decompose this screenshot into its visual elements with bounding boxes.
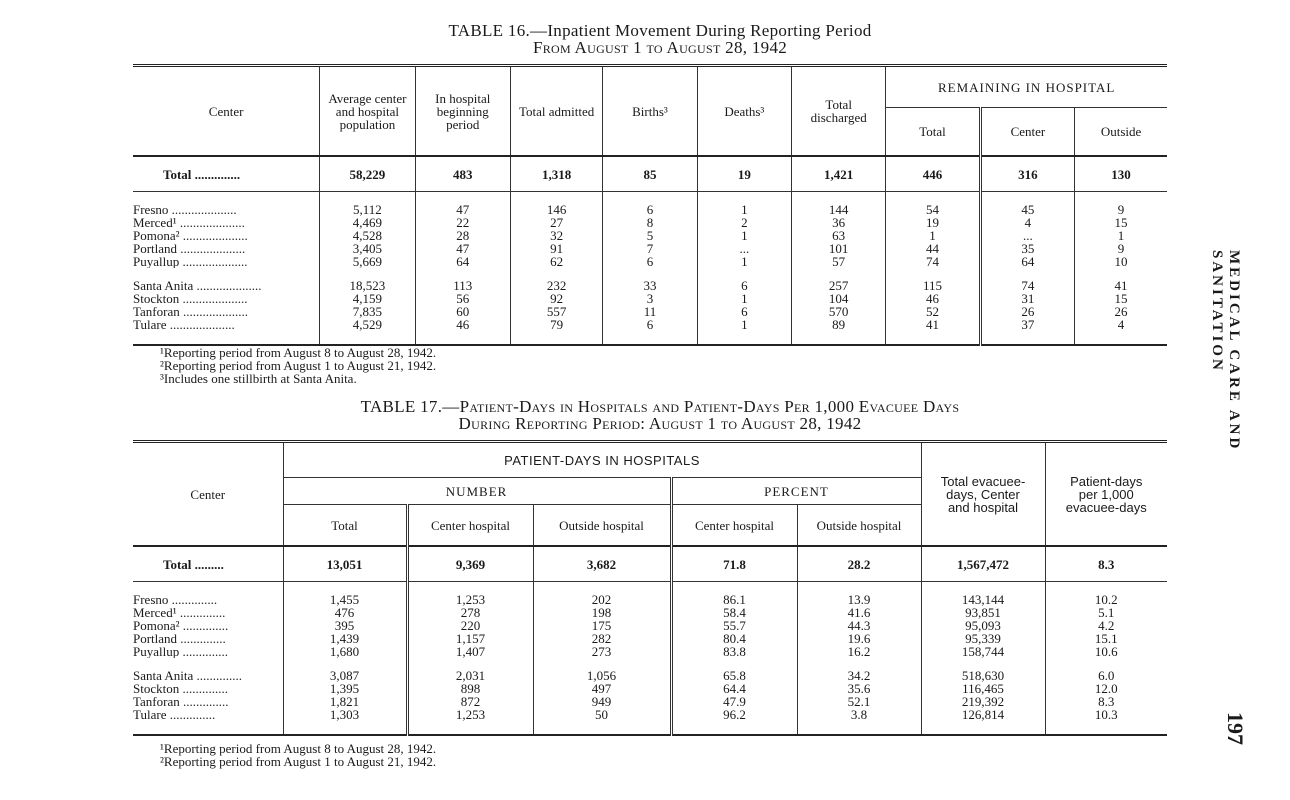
table-row <box>133 318 1167 331</box>
spacer-cell <box>797 721 921 735</box>
table-cell: 35.6 <box>797 682 921 695</box>
total-cell: 8.3 <box>1045 546 1167 582</box>
table-cell: 41 <box>886 318 980 331</box>
table-cell: 58.4 <box>671 606 797 619</box>
table-cell: 34.2 <box>797 669 921 682</box>
table-cell: 1,395 <box>283 682 407 695</box>
table-cell: 62 <box>510 255 602 268</box>
spacer-cell <box>886 331 980 345</box>
table-cell: 1,680 <box>283 645 407 658</box>
table-cell: 8.3 <box>1045 695 1167 708</box>
table17-footnote-2: ²Reporting period from August 1 to August 21, 1942. <box>160 754 437 769</box>
table-cell: 26 <box>1075 305 1167 318</box>
table-row <box>133 669 1167 682</box>
table-cell: 9 <box>1075 242 1167 255</box>
table16 <box>133 64 1167 346</box>
table-row <box>133 619 1167 632</box>
table17-title-line2: During Reporting Period: August 1 to August 28, 1942 <box>458 414 862 433</box>
page-number: 197 <box>1223 712 1248 745</box>
table-cell: 1,407 <box>407 645 533 658</box>
table16-title-line1: TABLE 16.—Inpatient Movement During Reporting Period <box>448 21 872 40</box>
running-head: MEDICAL CARE AND SANITATION <box>1209 250 1242 452</box>
spacer-cell <box>792 331 886 345</box>
table-cell: 31 <box>980 292 1074 305</box>
table-cell: 7,835 <box>320 305 415 318</box>
table-cell: 18,523 <box>320 279 415 292</box>
table-cell: 1,303 <box>283 708 407 721</box>
table-cell: ... <box>697 242 791 255</box>
table-cell: 8 <box>603 216 697 229</box>
table-cell: 11 <box>603 305 697 318</box>
table-cell: 92 <box>510 292 602 305</box>
spacer-cell <box>133 192 320 204</box>
table16-header-beginning: In hospital beginning period <box>415 66 510 157</box>
table-cell: 4,469 <box>320 216 415 229</box>
total-cell: 71.8 <box>671 546 797 582</box>
table-cell: 4 <box>1075 318 1167 331</box>
table-cell: 1,455 <box>283 593 407 606</box>
total-row <box>133 156 1167 192</box>
table-cell: 872 <box>407 695 533 708</box>
table-cell: 5,112 <box>320 203 415 216</box>
table-cell: 47.9 <box>671 695 797 708</box>
table-row <box>133 255 1167 268</box>
table-cell: 497 <box>533 682 671 695</box>
table-cell: 257 <box>792 279 886 292</box>
table16-header-avg-pop: Average center and hospital population <box>320 66 415 157</box>
table17-header-patient-days: PATIENT-DAYS IN HOSPITALS <box>283 442 921 478</box>
table-cell: 101 <box>792 242 886 255</box>
total-cell: 19 <box>697 156 791 192</box>
row-center-name: Stockton .............. <box>133 682 228 695</box>
table-cell: 15 <box>1075 292 1167 305</box>
table-cell: 1 <box>697 203 791 216</box>
table17-body <box>133 546 1167 735</box>
table-cell: 13.9 <box>797 593 921 606</box>
table-cell: 28 <box>415 229 510 242</box>
table-cell: 44 <box>886 242 980 255</box>
table-cell: 5.1 <box>1045 606 1167 619</box>
table17 <box>133 440 1167 736</box>
spacer-cell <box>510 331 602 345</box>
table-cell: 2 <box>697 216 791 229</box>
table16-header-admitted: Total admitted <box>510 66 602 157</box>
table-cell: 91 <box>510 242 602 255</box>
table-cell: 278 <box>407 606 533 619</box>
total-cell: 483 <box>415 156 510 192</box>
table-cell: 2,031 <box>407 669 533 682</box>
table17-header-evacuee-days: Total evacuee-days, Center and hospital <box>921 442 1045 547</box>
table-cell: 56 <box>415 292 510 305</box>
table-cell: 158,744 <box>921 645 1045 658</box>
total-cell: 446 <box>886 156 980 192</box>
table16-title <box>300 22 1020 58</box>
table-cell: 64 <box>980 255 1074 268</box>
table16-footnote-2: ²Reporting period from August 1 to August 21, 1942. <box>160 358 437 373</box>
table-cell: 15.1 <box>1045 632 1167 645</box>
table-cell: 1,821 <box>283 695 407 708</box>
table-cell: 12.0 <box>1045 682 1167 695</box>
table16-footnotes <box>160 346 660 386</box>
table-cell: 175 <box>533 619 671 632</box>
table-cell: 32 <box>510 229 602 242</box>
table-cell: 15 <box>1075 216 1167 229</box>
table-cell: 47 <box>415 203 510 216</box>
table-cell: 4,529 <box>320 318 415 331</box>
row-center-name: Pomona² .............. <box>133 619 229 632</box>
spacer-cell <box>133 331 320 345</box>
table-cell: 6.0 <box>1045 669 1167 682</box>
table16-title-line2: From August 1 to August 28, 1942 <box>532 38 788 57</box>
table17-header-center-hospital: Center hospital <box>407 505 533 547</box>
spacer-cell <box>283 721 407 735</box>
spacer-cell <box>1075 331 1167 345</box>
table-cell: 74 <box>980 279 1074 292</box>
table-cell: 6 <box>603 318 697 331</box>
table-cell: 93,851 <box>921 606 1045 619</box>
table16-footnote-3: ³Includes one stillbirth at Santa Anita. <box>160 371 357 386</box>
spacer-cell <box>133 582 283 594</box>
table-cell: 104 <box>792 292 886 305</box>
table-cell: 198 <box>533 606 671 619</box>
total-cell: 316 <box>980 156 1074 192</box>
table-row <box>133 632 1167 645</box>
table16-header-center: Center <box>133 66 320 157</box>
table-cell: 3 <box>603 292 697 305</box>
table-cell: 4,528 <box>320 229 415 242</box>
table-cell: 55.7 <box>671 619 797 632</box>
table-cell: 144 <box>792 203 886 216</box>
table-cell: 37 <box>980 318 1074 331</box>
table-cell: 63 <box>792 229 886 242</box>
table17-title-line1: TABLE 17.—Patient-Days in Hospitals and Patient-Days Per 1,000 Evacuee Days <box>360 397 960 416</box>
table-cell: 1 <box>886 229 980 242</box>
table-cell: 95,339 <box>921 632 1045 645</box>
total-cell: 28.2 <box>797 546 921 582</box>
table16-header-deaths: Deaths³ <box>697 66 791 157</box>
table-row <box>133 695 1167 708</box>
total-cell: 1,567,472 <box>921 546 1045 582</box>
table-cell: 113 <box>415 279 510 292</box>
table17-header-pct-outside-hospital: Outside hospital <box>797 505 921 547</box>
spacer-cell <box>133 658 283 669</box>
table-cell: 4 <box>980 216 1074 229</box>
table17-title <box>240 398 1080 434</box>
spacer-cell <box>980 331 1074 345</box>
row-center-name: Tanforan .............. <box>133 695 229 708</box>
table-cell: 50 <box>533 708 671 721</box>
table17-header-center: Center <box>133 442 283 547</box>
row-center-name: Fresno .............. <box>133 593 218 606</box>
row-center-name: Tanforan .................... <box>133 305 248 318</box>
table16-header-rem-center: Center <box>980 108 1074 156</box>
table-cell: 65.8 <box>671 669 797 682</box>
spacer-cell <box>697 331 791 345</box>
table-cell: 83.8 <box>671 645 797 658</box>
table17-header-percent: PERCENT <box>671 478 921 505</box>
table-cell: 518,630 <box>921 669 1045 682</box>
table17-header-total: Total <box>283 505 407 547</box>
table-row <box>133 645 1167 658</box>
table-cell: 26 <box>980 305 1074 318</box>
table-cell: 86.1 <box>671 593 797 606</box>
total-cell: 1,421 <box>792 156 886 192</box>
table-cell: 3,087 <box>283 669 407 682</box>
table-row <box>133 708 1167 721</box>
table-cell: 6 <box>603 203 697 216</box>
row-center-name: Stockton .................... <box>133 292 248 305</box>
row-center-name: Total .............. <box>133 156 320 192</box>
spacer-cell <box>320 331 415 345</box>
table16-header-births: Births³ <box>603 66 697 157</box>
table16-body <box>133 156 1167 345</box>
table-cell: 220 <box>407 619 533 632</box>
table-cell: 22 <box>415 216 510 229</box>
table-cell: 52.1 <box>797 695 921 708</box>
table-cell: 949 <box>533 695 671 708</box>
total-cell: 1,318 <box>510 156 602 192</box>
table17-footnotes <box>160 742 660 772</box>
row-center-name: Portland .............. <box>133 632 226 645</box>
row-center-name: Pomona² .................... <box>133 229 248 242</box>
row-center-name: Portland .................... <box>133 242 246 255</box>
table-cell: 7 <box>603 242 697 255</box>
table-cell: 1 <box>1075 229 1167 242</box>
table16-header-rem-total: Total <box>886 108 980 156</box>
table-cell: 395 <box>283 619 407 632</box>
table-cell: 19 <box>886 216 980 229</box>
row-center-name: Tulare .............. <box>133 708 216 721</box>
table-cell: 19.6 <box>797 632 921 645</box>
table-cell: ... <box>980 229 1074 242</box>
table-cell: 232 <box>510 279 602 292</box>
row-spacer <box>133 582 1167 594</box>
table-cell: 4,159 <box>320 292 415 305</box>
table-cell: 64.4 <box>671 682 797 695</box>
spacer-cell <box>407 721 533 735</box>
table-cell: 45 <box>980 203 1074 216</box>
table-cell: 35 <box>980 242 1074 255</box>
table17-header-per-1000: Patient-days per 1,000 evacuee-days <box>1045 442 1167 547</box>
table-cell: 46 <box>415 318 510 331</box>
table-cell: 3,405 <box>320 242 415 255</box>
spacer-cell <box>533 721 671 735</box>
table16-footnote-1: ¹Reporting period from August 8 to August 28, 1942. <box>160 345 437 360</box>
total-cell: 85 <box>603 156 697 192</box>
table-cell: 64 <box>415 255 510 268</box>
row-spacer <box>133 721 1167 735</box>
table-cell: 219,392 <box>921 695 1045 708</box>
table-cell: 1,253 <box>407 593 533 606</box>
table-cell: 126,814 <box>921 708 1045 721</box>
spacer-cell <box>1045 721 1167 735</box>
total-cell: 13,051 <box>283 546 407 582</box>
table-row <box>133 593 1167 606</box>
total-cell: 130 <box>1075 156 1167 192</box>
table-cell: 898 <box>407 682 533 695</box>
table-row <box>133 606 1167 619</box>
table-cell: 4.2 <box>1045 619 1167 632</box>
table-cell: 10.3 <box>1045 708 1167 721</box>
table-cell: 1 <box>697 229 791 242</box>
table-cell: 570 <box>792 305 886 318</box>
table-cell: 54 <box>886 203 980 216</box>
table-cell: 1,157 <box>407 632 533 645</box>
table-cell: 6 <box>697 279 791 292</box>
spacer-cell <box>133 721 283 735</box>
row-center-name: Santa Anita .............. <box>133 669 243 682</box>
row-center-name: Santa Anita .................... <box>133 279 262 292</box>
table-cell: 6 <box>603 255 697 268</box>
table-cell: 9 <box>1075 203 1167 216</box>
row-center-name: Merced¹ .............. <box>133 606 226 619</box>
table-cell: 57 <box>792 255 886 268</box>
table-cell: 6 <box>697 305 791 318</box>
row-center-name: Total ......... <box>133 546 283 582</box>
table16-header-remaining: REMAINING IN HOSPITAL <box>886 66 1167 108</box>
spacer-cell <box>415 331 510 345</box>
spacer-cell <box>671 721 797 735</box>
table-cell: 1,056 <box>533 669 671 682</box>
table-cell: 5 <box>603 229 697 242</box>
spacer-cell <box>921 721 1045 735</box>
row-center-name: Puyallup .............. <box>133 645 228 658</box>
table-cell: 41 <box>1075 279 1167 292</box>
table-cell: 1,439 <box>283 632 407 645</box>
row-center-name: Tulare .................... <box>133 318 235 331</box>
table-cell: 80.4 <box>671 632 797 645</box>
table-cell: 1 <box>697 292 791 305</box>
spacer-cell <box>133 268 320 279</box>
table-cell: 5,669 <box>320 255 415 268</box>
table-cell: 47 <box>415 242 510 255</box>
row-center-name: Merced¹ .................... <box>133 216 245 229</box>
row-center-name: Fresno .................... <box>133 203 237 216</box>
table-cell: 36 <box>792 216 886 229</box>
table17-header-number: NUMBER <box>283 478 671 505</box>
table-cell: 44.3 <box>797 619 921 632</box>
total-cell: 58,229 <box>320 156 415 192</box>
table-cell: 273 <box>533 645 671 658</box>
row-spacer <box>133 331 1167 345</box>
table-cell: 1 <box>697 318 791 331</box>
table-cell: 116,465 <box>921 682 1045 695</box>
table-cell: 52 <box>886 305 980 318</box>
table-cell: 46 <box>886 292 980 305</box>
table-cell: 143,144 <box>921 593 1045 606</box>
table-row <box>133 682 1167 695</box>
table-cell: 3.8 <box>797 708 921 721</box>
table-cell: 27 <box>510 216 602 229</box>
table-cell: 1 <box>697 255 791 268</box>
table-cell: 96.2 <box>671 708 797 721</box>
table-cell: 89 <box>792 318 886 331</box>
table17-header-outside-hospital: Outside hospital <box>533 505 671 547</box>
spacer-cell <box>603 331 697 345</box>
table17-footnote-1: ¹Reporting period from August 8 to August 28, 1942. <box>160 741 437 756</box>
table-cell: 79 <box>510 318 602 331</box>
table17-header-pct-center-hospital: Center hospital <box>671 505 797 547</box>
table-cell: 95,093 <box>921 619 1045 632</box>
table-cell: 282 <box>533 632 671 645</box>
total-cell: 9,369 <box>407 546 533 582</box>
table-cell: 1,253 <box>407 708 533 721</box>
table-cell: 74 <box>886 255 980 268</box>
table-cell: 557 <box>510 305 602 318</box>
table16-header-discharged: Total discharged <box>792 66 886 157</box>
row-center-name: Puyallup .................... <box>133 255 248 268</box>
row-spacer <box>133 658 1167 669</box>
table-cell: 146 <box>510 203 602 216</box>
total-cell: 3,682 <box>533 546 671 582</box>
table-cell: 10.6 <box>1045 645 1167 658</box>
table-cell: 115 <box>886 279 980 292</box>
table16-header-rem-outside: Outside <box>1075 108 1167 156</box>
table-cell: 202 <box>533 593 671 606</box>
total-row <box>133 546 1167 582</box>
table-cell: 60 <box>415 305 510 318</box>
table-cell: 476 <box>283 606 407 619</box>
table-cell: 10.2 <box>1045 593 1167 606</box>
table-cell: 41.6 <box>797 606 921 619</box>
table-cell: 16.2 <box>797 645 921 658</box>
table-cell: 10 <box>1075 255 1167 268</box>
table-cell: 33 <box>603 279 697 292</box>
